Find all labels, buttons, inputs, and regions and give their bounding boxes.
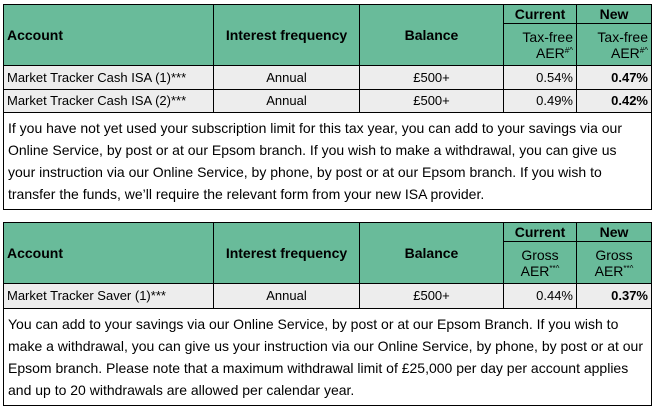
new-rate-footnote-marker: **^ [623,263,634,273]
new-aer-label: AER [611,44,640,61]
account-name: Market Tracker Cash ISA (1)*** [4,66,214,90]
current-rate-type-line2 [507,263,573,279]
balance: £500+ [360,284,504,309]
table-row [4,66,652,90]
new-rate-type-header [577,24,652,66]
new-rate: 0.47% [577,66,652,90]
new-header: New [577,223,652,242]
saver-header-row-top [4,223,652,242]
new-rate-type-header [577,242,652,284]
interest-frequency: Annual [214,66,360,90]
account-header: Account [4,5,214,66]
new-header: New [577,5,652,24]
new-rate-type-line1: Gross [595,246,633,263]
interest-frequency: Annual [214,284,360,309]
new-rate-type-line2 [580,45,648,61]
isa-notes: If you have not yet used your subscription limit for this tax year, you can add to your savings via our Online Service, by post or at our Epsom branch. If you wish to make a withdrawal, you can give us your instruction via our Online Service, by phone, by post or at our Epsom branch. If you wish to transfer the funds, we’ll require the relevant form from your new ISA provider. [4,113,652,210]
current-rate-type-line1: Tax-free [522,28,573,45]
new-rate-footnote-marker: #^ [639,45,648,55]
current-header: Current [504,223,577,242]
new-rate-type-line1: Tax-free [597,28,648,45]
interest-frequency: Annual [214,90,360,113]
current-rate-type-header [504,24,577,66]
saver-rates-table [3,222,652,406]
balance: £500+ [360,66,504,90]
new-rate: 0.42% [577,90,652,113]
current-rate-footnote-marker: #^ [564,45,573,55]
current-rate: 0.54% [504,66,577,90]
interest-frequency-header: Interest frequency [214,5,360,66]
current-rate-type-line2 [507,45,573,61]
current-rate-footnote-marker: **^ [549,263,560,273]
saver-notes-row [4,309,652,406]
table-row [4,284,652,309]
table-row [4,90,652,113]
isa-notes-row [4,113,652,210]
isa-rates-table [3,4,652,210]
current-rate-type-line1: Gross [521,246,559,263]
new-aer-label: AER [594,262,624,279]
saver-notes: You can add to your savings via our Online Service, by post or at our Epsom Branch. If you wish to make a withdrawal, you can give us your instruction via our Online Service, by phone, by post or at our Epsom branch. Please note that a maximum withdrawal limit of £25,000 per day per account applies and up to 20 withdrawals are allowed per calendar year. [4,309,652,406]
current-aer-label: AER [520,262,550,279]
current-header: Current [504,5,577,24]
balance: £500+ [360,90,504,113]
account-name: Market Tracker Saver (1)*** [4,284,214,309]
isa-header-row-top [4,5,652,24]
interest-frequency-header: Interest frequency [214,223,360,284]
account-name: Market Tracker Cash ISA (2)*** [4,90,214,113]
current-rate: 0.49% [504,90,577,113]
current-rate: 0.44% [504,284,577,309]
balance-header: Balance [360,223,504,284]
current-aer-label: AER [536,44,565,61]
current-rate-type-header [504,242,577,284]
new-rate: 0.37% [577,284,652,309]
new-rate-type-line2 [580,263,648,279]
balance-header: Balance [360,5,504,66]
account-header: Account [4,223,214,284]
